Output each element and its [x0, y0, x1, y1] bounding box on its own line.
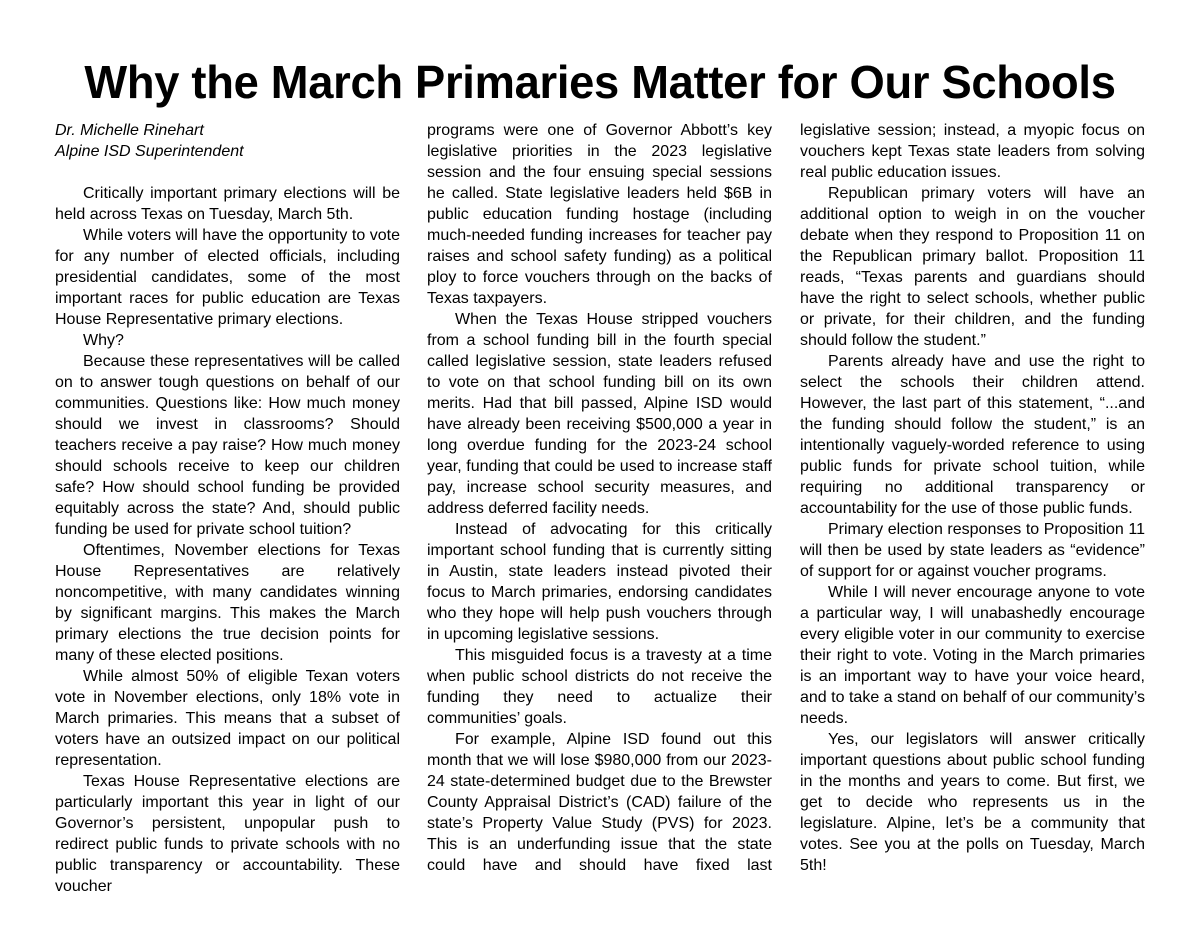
paragraph: Parents already have and use the right to select the schools their children attend. However, the last part of this statement, “...and the funding should follow the student,” is an intentionally vaguely-worded reference to using public funds for private school tuition, while requiring no additional transparency or accountability for the use of those public funds. — [800, 353, 1145, 517]
paragraph: Why? — [83, 332, 124, 349]
paragraph-continued: legislative session; instead, a myopic focus on vouchers kept Texas state leaders from solving real public education issues. — [800, 122, 1145, 181]
paragraph: When the Texas House stripped vouchers from a school funding bill in the fourth special called legislative session, state leaders refused to vote on that school funding bill on its own merits. Had that bill passed, Alpine ISD would have already been receiving $500,000 a year in long overdue funding for the 2023-24 school year, funding that could be used to increase staff pay, increase school security measures, and address deferred facility needs. — [427, 311, 772, 517]
paragraph: Because these representatives will be called on to answer tough questions on behalf of our communities. Questions like: How much money should we invest in classrooms? Should teachers receive a pay raise? How much money should schools receive to keep our children safe? How should school funding be provided equitably across the state? And, should public funding be used for private school tuition? — [55, 353, 400, 538]
paragraph: Instead of advocating for this critically important school funding that is currently sitting in Austin, state leaders instead pivoted their focus to March primaries, endorsing candidates who they hope will help push vouchers through in upcoming legislative sessions. — [427, 521, 772, 643]
article-column-3 — [800, 120, 1145, 876]
author-title: Alpine ISD Superintendent — [55, 143, 244, 160]
article-title: Why the March Primaries Matter for Our Schools — [84, 56, 1116, 108]
paragraph: Oftentimes, November elections for Texas House Representatives are relatively noncompetitive, with many candidates winning by significant margins. This makes the March primary elections the true decision points for many of these elected positions. — [55, 542, 400, 664]
paragraph: While I will never encourage anyone to vote a particular way, I will unabashedly encourage every eligible voter in our community to exercise their right to vote. Voting in the March primaries is an important way to have your voice heard, and to take a stand on behalf of our community’s needs. — [800, 584, 1145, 727]
article-column-2 — [427, 120, 772, 876]
paragraph: Republican primary voters will have an additional option to weigh in on the voucher debate when they respond to Proposition 11 on the Republican primary ballot. Proposition 11 reads, “Texas parents and guardians should have the right to select schools, whether public or private, for their children, and the funding should follow the student.” — [800, 185, 1145, 349]
paragraph: While almost 50% of eligible Texan voters vote in November elections, only 18% vote in March primaries. This means that a subset of voters have an outsized impact on our political representation. — [55, 668, 400, 769]
author-name: Dr. Michelle Rinehart — [55, 122, 204, 139]
paragraph: Primary election responses to Proposition 11 will then be used by state leaders as “evidence” of support for or against voucher programs. — [800, 521, 1145, 580]
paragraph: This misguided focus is a travesty at a time when public school districts do not receive the funding they need to actualize their communities’ goals. — [427, 647, 772, 727]
article-column-1 — [55, 120, 400, 897]
paragraph: While voters will have the opportunity to vote for any number of elected officials, including presidential candidates, some of the most important races for public education are Texas House Representative primary elections. — [55, 227, 400, 328]
paragraph-continued: programs were one of Governor Abbott’s key legislative priorities in the 2023 legislative session and the four ensuing special sessions he called. State legislative leaders held $6B in public education funding hostage (including much-needed funding increases for teacher pay raises and school safety funding) as a political ploy to force vouchers through on the backs of Texas taxpayers. — [427, 122, 772, 307]
paragraph: Yes, our legislators will answer critically important questions about public school funding in the months and years to come. But first, we get to decide who represents us in the legislature. Alpine, let’s be a community that votes. See you at the polls on Tuesday, March 5th! — [800, 731, 1145, 874]
paragraph: For example, Alpine ISD found out this month that we will lose $980,000 from our 2023-24 state-determined budget due to the Brewster County Appraisal District’s (CAD) failure of the state’s Property Value Study (PVS) for 2023. This is an underfunding issue that the state could have and should have fixed last — [427, 731, 772, 874]
paragraph: Texas House Representative elections are particularly important this year in light of our Governor’s persistent, unpopular push to redirect public funds to private schools with no public transparency or accountability. These voucher — [55, 773, 400, 895]
byline-spacer — [55, 162, 400, 183]
paragraph: Critically important primary elections will be held across Texas on Tuesday, March 5th. — [55, 185, 400, 223]
